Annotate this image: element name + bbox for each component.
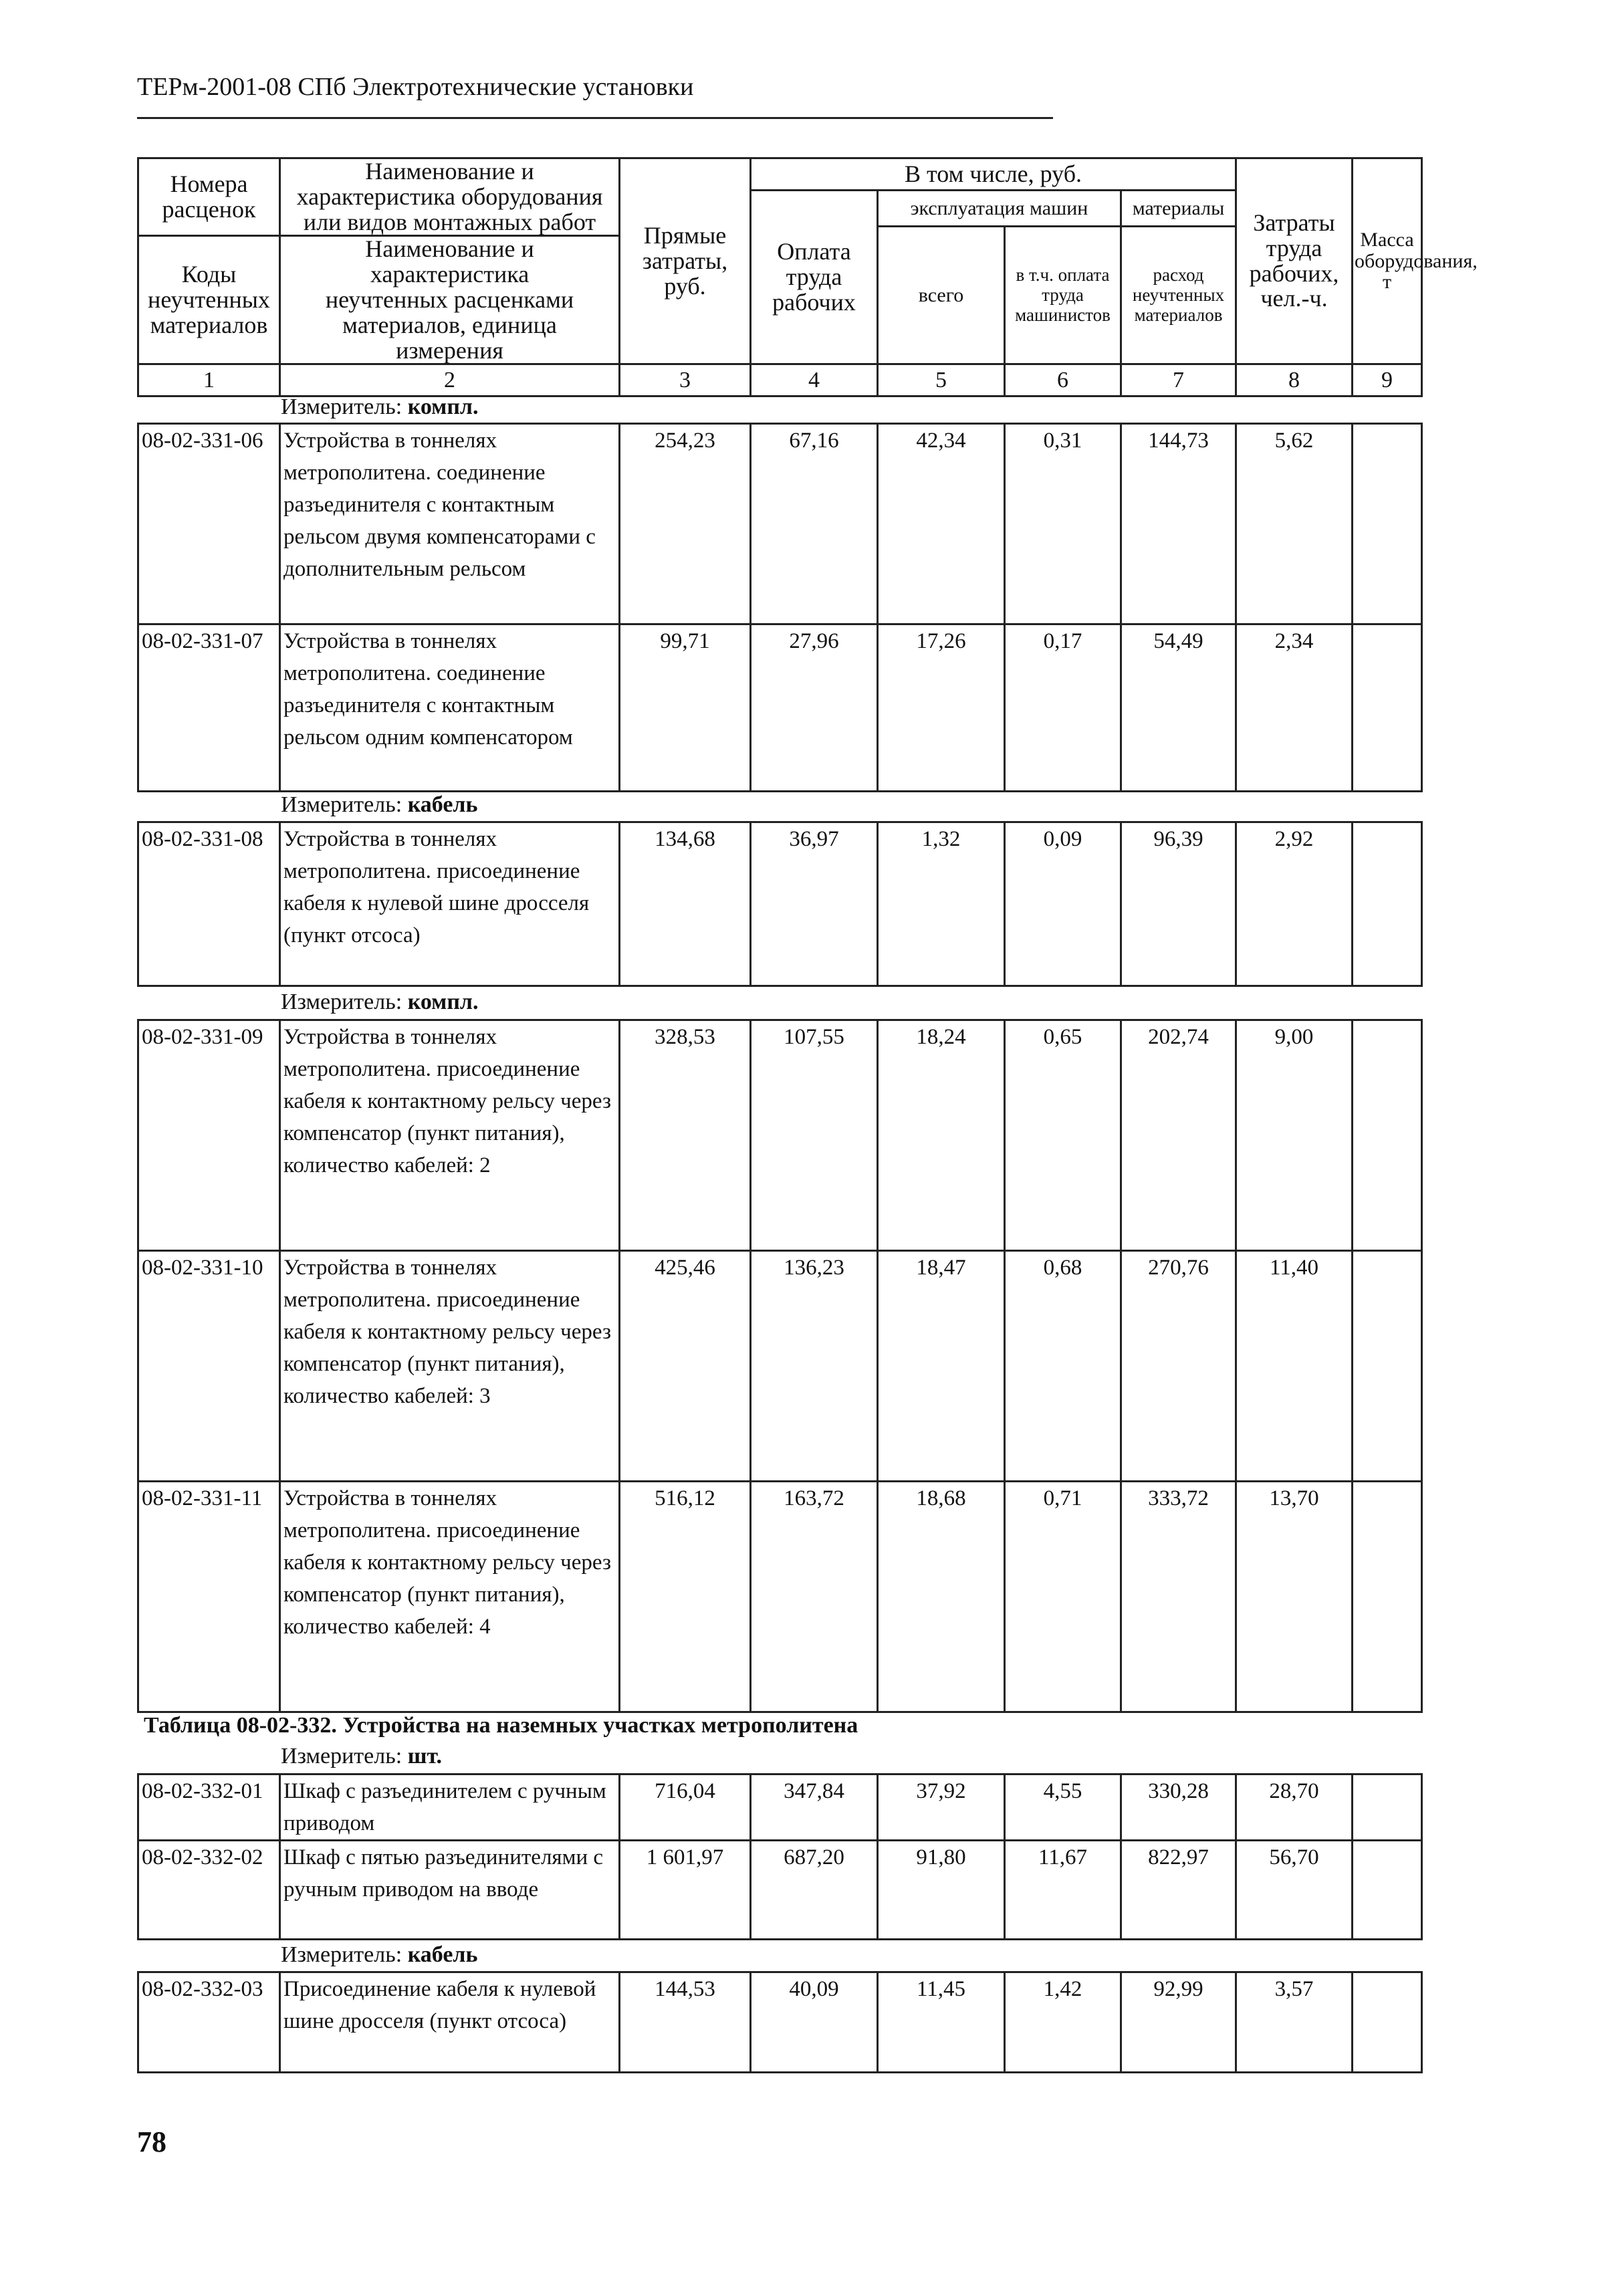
row-machines-total: 18,24 — [878, 1020, 1005, 1251]
row-machines-total: 42,34 — [878, 424, 1005, 624]
row-materials: 822,97 — [1121, 1841, 1236, 1940]
row-direct-costs: 425,46 — [620, 1251, 751, 1482]
table-row — [138, 1774, 1422, 1841]
row-direct-costs: 99,71 — [620, 624, 751, 792]
row-machinists-pay: 4,55 — [1005, 1774, 1121, 1841]
measure-label: Измеритель: компл. — [281, 394, 479, 419]
col9-header: Масса оборудования, т — [1353, 158, 1422, 364]
row-description: Устройства в тоннелях метрополитена. присоединение кабеля к нулевой шине дросселя (пункт отсоса) — [280, 822, 620, 986]
row-labor-hours: 28,70 — [1236, 1774, 1353, 1841]
col2-bottom-header: Наименование и характеристика неучтенных расценками материалов, единица измерения — [280, 236, 620, 364]
page-header: ТЕРм-2001-08 СПб Электротехнические установки — [137, 73, 694, 101]
row-machinists-pay: 11,67 — [1005, 1841, 1121, 1940]
row-equipment-mass — [1353, 1774, 1422, 1841]
row-machines-total: 18,68 — [878, 1482, 1005, 1712]
col-number: 4 — [751, 364, 878, 396]
col-number: 3 — [620, 364, 751, 396]
col-number: 6 — [1005, 364, 1121, 396]
table-row — [138, 1020, 1422, 1251]
row-machines-total: 1,32 — [878, 822, 1005, 986]
row-description: Шкаф с пятью разъединителями с ручным приводом на вводе — [280, 1841, 620, 1940]
row-description: Устройства в тоннелях метрополитена. присоединение кабеля к контактному рельсу через компенсатор (пункт питания), количество кабелей: 2 — [280, 1020, 620, 1251]
row-machinists-pay: 0,65 — [1005, 1020, 1121, 1251]
row-code: 08-02-332-03 — [138, 1972, 280, 2073]
row-labor-hours: 2,92 — [1236, 822, 1353, 986]
row-description: Устройства в тоннелях метрополитена. соединение разъединителя с контактным рельсом двумя компенсаторами с дополнительным рельсом — [280, 424, 620, 624]
row-labor-pay: 347,84 — [751, 1774, 878, 1841]
row-labor-pay: 163,72 — [751, 1482, 878, 1712]
row-labor-pay: 136,23 — [751, 1251, 878, 1482]
row-machines-total: 91,80 — [878, 1841, 1005, 1940]
header-rule — [137, 117, 1053, 119]
row-code: 08-02-331-11 — [138, 1482, 280, 1712]
table-row — [138, 1841, 1422, 1940]
table-caption: Таблица 08-02-332. Устройства на наземных участках метрополитена — [144, 1713, 858, 1738]
row-equipment-mass — [1353, 1020, 1422, 1251]
row-labor-hours: 11,40 — [1236, 1251, 1353, 1482]
col-number: 7 — [1121, 364, 1236, 396]
table-row — [138, 624, 1422, 792]
col1-bottom-header: Коды неучтенных материалов — [138, 236, 280, 364]
col1-top-header: Номера расценок — [138, 158, 280, 236]
row-code: 08-02-331-08 — [138, 822, 280, 986]
row-equipment-mass — [1353, 1251, 1422, 1482]
row-code: 08-02-331-09 — [138, 1020, 280, 1251]
row-code: 08-02-332-02 — [138, 1841, 280, 1940]
row-code: 08-02-331-06 — [138, 424, 280, 624]
measure-label: Измеритель: кабель — [281, 1942, 478, 1967]
row-labor-hours: 13,70 — [1236, 1482, 1353, 1712]
col-number: 1 — [138, 364, 280, 396]
row-labor-hours: 3,57 — [1236, 1972, 1353, 2073]
row-direct-costs: 716,04 — [620, 1774, 751, 1841]
col-number: 2 — [280, 364, 620, 396]
table-row — [138, 1251, 1422, 1482]
row-direct-costs: 516,12 — [620, 1482, 751, 1712]
row-machinists-pay: 0,31 — [1005, 424, 1121, 624]
row-description: Устройства в тоннелях метрополитена. соединение разъединителя с контактным рельсом одним компенсатором — [280, 624, 620, 792]
row-materials: 270,76 — [1121, 1251, 1236, 1482]
row-equipment-mass — [1353, 822, 1422, 986]
col5-header: всего — [878, 227, 1005, 364]
table-header — [137, 157, 1478, 397]
row-materials: 96,39 — [1121, 822, 1236, 986]
measure-label: Измеритель: шт. — [281, 1744, 443, 1768]
table-block — [137, 1019, 1423, 1713]
row-labor-pay: 687,20 — [751, 1841, 878, 1940]
table-block — [137, 1971, 1423, 2073]
col-number: 8 — [1236, 364, 1353, 396]
col3-header: Прямые затраты, руб. — [620, 158, 751, 364]
row-materials: 333,72 — [1121, 1482, 1236, 1712]
table-row — [138, 1482, 1422, 1712]
machines-header: эксплуатация машин — [878, 191, 1121, 227]
row-equipment-mass — [1353, 424, 1422, 624]
materials-header: материалы — [1121, 191, 1236, 227]
row-labor-hours: 56,70 — [1236, 1841, 1353, 1940]
row-machines-total: 11,45 — [878, 1972, 1005, 2073]
row-description: Устройства в тоннелях метрополитена. присоединение кабеля к контактному рельсу через компенсатор (пункт питания), количество кабелей: 3 — [280, 1251, 620, 1482]
row-machinists-pay: 0,68 — [1005, 1251, 1121, 1482]
row-direct-costs: 144,53 — [620, 1972, 751, 2073]
row-machines-total: 18,47 — [878, 1251, 1005, 1482]
row-materials: 202,74 — [1121, 1020, 1236, 1251]
row-labor-pay: 107,55 — [751, 1020, 878, 1251]
row-code: 08-02-331-10 — [138, 1251, 280, 1482]
row-machines-total: 17,26 — [878, 624, 1005, 792]
row-labor-pay: 40,09 — [751, 1972, 878, 2073]
table-block — [137, 423, 1423, 792]
row-machinists-pay: 0,09 — [1005, 822, 1121, 986]
row-description: Устройства в тоннелях метрополитена. присоединение кабеля к контактному рельсу через компенсатор (пункт питания), количество кабелей: 4 — [280, 1482, 620, 1712]
row-machines-total: 37,92 — [878, 1774, 1005, 1841]
included-header: В том числе, руб. — [751, 158, 1236, 191]
row-equipment-mass — [1353, 1482, 1422, 1712]
page-number: 78 — [137, 2126, 166, 2158]
row-labor-pay: 36,97 — [751, 822, 878, 986]
table-block — [137, 1773, 1423, 1940]
row-materials: 330,28 — [1121, 1774, 1236, 1841]
table-row — [138, 424, 1422, 624]
table-row — [138, 822, 1422, 986]
row-materials: 54,49 — [1121, 624, 1236, 792]
row-equipment-mass — [1353, 1841, 1422, 1940]
measure-label: Измеритель: кабель — [281, 792, 478, 817]
row-materials: 92,99 — [1121, 1972, 1236, 2073]
col2-top-header: Наименование и характеристика оборудования или видов монтажных работ — [280, 158, 620, 236]
row-direct-costs: 328,53 — [620, 1020, 751, 1251]
row-labor-pay: 67,16 — [751, 424, 878, 624]
col-number: 9 — [1353, 364, 1422, 396]
row-direct-costs: 134,68 — [620, 822, 751, 986]
row-labor-hours: 5,62 — [1236, 424, 1353, 624]
col7-header: расход неучтенных материалов — [1121, 227, 1236, 364]
row-description: Шкаф с разъединителем с ручным приводом — [280, 1774, 620, 1841]
row-equipment-mass — [1353, 624, 1422, 792]
row-direct-costs: 254,23 — [620, 424, 751, 624]
row-machinists-pay: 0,71 — [1005, 1482, 1121, 1712]
measure-label: Измеритель: компл. — [281, 990, 479, 1014]
row-equipment-mass — [1353, 1972, 1422, 2073]
table-row — [138, 1972, 1422, 2073]
row-materials: 144,73 — [1121, 424, 1236, 624]
row-direct-costs: 1 601,97 — [620, 1841, 751, 1940]
row-machinists-pay: 1,42 — [1005, 1972, 1121, 2073]
col6-header: в т.ч. оплата труда машинистов — [1005, 227, 1121, 364]
row-labor-hours: 9,00 — [1236, 1020, 1353, 1251]
row-labor-hours: 2,34 — [1236, 624, 1353, 792]
col4-header: Оплата труда рабочих — [751, 191, 878, 364]
col-number: 5 — [878, 364, 1005, 396]
row-machinists-pay: 0,17 — [1005, 624, 1121, 792]
table-block — [137, 821, 1423, 987]
row-description: Присоединение кабеля к нулевой шине дросселя (пункт отсоса) — [280, 1972, 620, 2073]
row-code: 08-02-332-01 — [138, 1774, 280, 1841]
row-labor-pay: 27,96 — [751, 624, 878, 792]
row-code: 08-02-331-07 — [138, 624, 280, 792]
col8-header: Затраты труда рабочих, чел.-ч. — [1236, 158, 1353, 364]
